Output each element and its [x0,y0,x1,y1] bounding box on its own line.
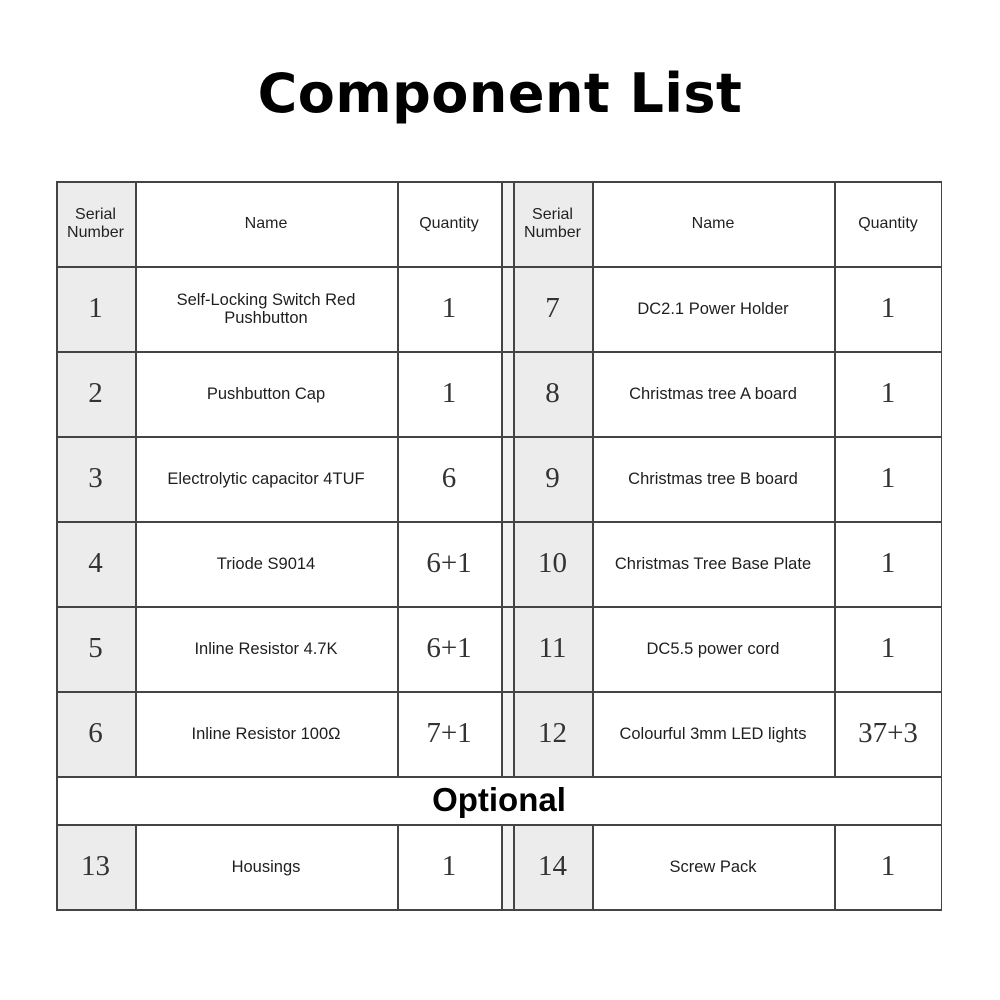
grid-line-vertical [834,824,836,909]
grid-line-vertical [592,824,594,909]
quantity-cell-text: 1 [441,292,457,324]
quantity-cell [397,691,501,776]
serial-cell [513,266,592,351]
quantity-cell-text: 6+1 [426,547,472,579]
name-cell-text: Inline Resistor 4.7K [194,639,338,658]
grid-line-horizontal [56,824,942,826]
grid-line-horizontal [56,909,942,911]
serial-cell [513,824,592,909]
quantity-cell [397,266,501,351]
name-cell [135,521,397,606]
grid-line-vertical [56,776,58,824]
quantity-cell [397,436,501,521]
quantity-cell [397,606,501,691]
serial-cell-text: 3 [88,462,103,494]
serial-cell [56,824,135,909]
quantity-cell-text: 1 [441,850,457,882]
header-name-left-text: Name [244,214,288,232]
header-quantity-left [397,181,501,266]
grid-line-horizontal [56,266,942,268]
block-separator [501,181,513,776]
quantity-cell [834,436,942,521]
name-cell-text: Christmas Tree Base Plate [614,554,812,573]
name-cell [592,824,834,909]
grid-line-horizontal [56,181,942,183]
name-cell-text: Pushbutton Cap [206,384,326,403]
quantity-cell-text: 1 [441,377,457,409]
name-cell [592,266,834,351]
header-serial-right [513,181,592,266]
serial-cell-text: 10 [538,547,567,579]
serial-cell-text: 14 [538,850,567,882]
name-cell-text: Christmas tree A board [629,384,797,403]
grid-line-vertical [501,824,503,909]
name-cell-text: Christmas tree B board [628,469,798,488]
name-cell [592,606,834,691]
name-cell-text: Electrolytic capacitor 4TUF [167,469,365,488]
grid-line-vertical [941,824,943,909]
serial-cell-text: 7 [545,292,560,324]
name-cell-text: Self-Locking Switch Red Pushbutton [176,290,356,327]
name-cell [135,436,397,521]
serial-cell [56,606,135,691]
quantity-cell [834,691,942,776]
name-cell [592,436,834,521]
serial-cell [513,691,592,776]
serial-cell-text: 9 [545,462,560,494]
name-cell [592,691,834,776]
serial-cell [56,691,135,776]
grid-line-horizontal [56,436,942,438]
serial-cell [513,521,592,606]
grid-line-vertical [834,181,836,776]
header-quantity-right-text: Quantity [858,214,918,232]
optional-label: Optional [432,781,566,818]
name-cell-text: DC2.1 Power Holder [637,299,789,318]
grid-line-vertical [397,824,399,909]
grid-line-horizontal [56,351,942,353]
serial-cell-text: 4 [88,547,103,579]
quantity-cell-text: 1 [880,632,896,664]
name-cell-text: Inline Resistor 100Ω [191,724,341,743]
header-serial-right-text: Serial Number [524,205,581,241]
name-cell [135,691,397,776]
quantity-cell [397,521,501,606]
quantity-cell-text: 1 [880,462,896,494]
quantity-cell-text: 1 [880,850,896,882]
quantity-cell-text: 6 [441,462,457,494]
quantity-cell-text: 1 [880,547,896,579]
grid-line-horizontal [56,606,942,608]
serial-cell [56,266,135,351]
name-cell-text: Triode S9014 [216,554,316,573]
header-name-right [592,181,834,266]
serial-cell [513,606,592,691]
quantity-cell [397,351,501,436]
quantity-cell [834,266,942,351]
quantity-cell-text: 1 [880,292,896,324]
block-separator [501,824,513,909]
serial-cell-text: 12 [538,717,567,749]
grid-line-horizontal [56,521,942,523]
name-cell [592,521,834,606]
grid-line-horizontal [56,691,942,693]
header-serial-left [56,181,135,266]
quantity-cell [397,824,501,909]
grid-line-vertical [941,776,943,824]
quantity-cell-text: 6+1 [426,632,472,664]
name-cell [135,824,397,909]
name-cell [135,606,397,691]
grid-line-vertical [397,181,399,776]
grid-line-horizontal [56,776,942,778]
serial-cell-text: 11 [538,632,567,664]
grid-line-vertical [135,181,137,776]
grid-line-vertical [513,181,515,776]
grid-line-vertical [135,824,137,909]
serial-cell [56,351,135,436]
header-quantity-left-text: Quantity [419,214,479,232]
grid-line-vertical [501,181,503,776]
name-cell [135,351,397,436]
serial-cell [56,436,135,521]
serial-cell [513,436,592,521]
quantity-cell [834,606,942,691]
grid-line-vertical [56,181,58,776]
name-cell-text: Colourful 3mm LED lights [619,724,807,743]
serial-cell-text: 5 [88,632,103,664]
serial-cell [513,351,592,436]
quantity-cell [834,824,942,909]
quantity-cell-text: 7+1 [426,717,472,749]
header-serial-left-text: Serial Number [67,205,124,241]
serial-cell-text: 8 [545,377,560,409]
serial-cell [56,521,135,606]
name-cell-text: Housings [231,857,301,876]
name-cell [592,351,834,436]
serial-cell-text: 2 [88,377,103,409]
header-name-left [135,181,397,266]
serial-cell-text: 6 [88,717,103,749]
page-title: Component List [257,62,743,125]
grid-line-vertical [56,824,58,909]
name-cell-text: Screw Pack [669,857,757,876]
header-quantity-right [834,181,942,266]
grid-line-vertical [513,824,515,909]
header-name-right-text: Name [691,214,735,232]
serial-cell-text: 13 [81,850,110,882]
quantity-cell [834,521,942,606]
quantity-cell-text: 37+3 [858,717,918,749]
grid-line-vertical [941,181,943,776]
name-cell-text: DC5.5 power cord [646,639,780,658]
component-table [56,181,942,909]
quantity-cell [834,351,942,436]
serial-cell-text: 1 [88,292,103,324]
name-cell [135,266,397,351]
quantity-cell-text: 1 [880,377,896,409]
grid-line-vertical [592,181,594,776]
